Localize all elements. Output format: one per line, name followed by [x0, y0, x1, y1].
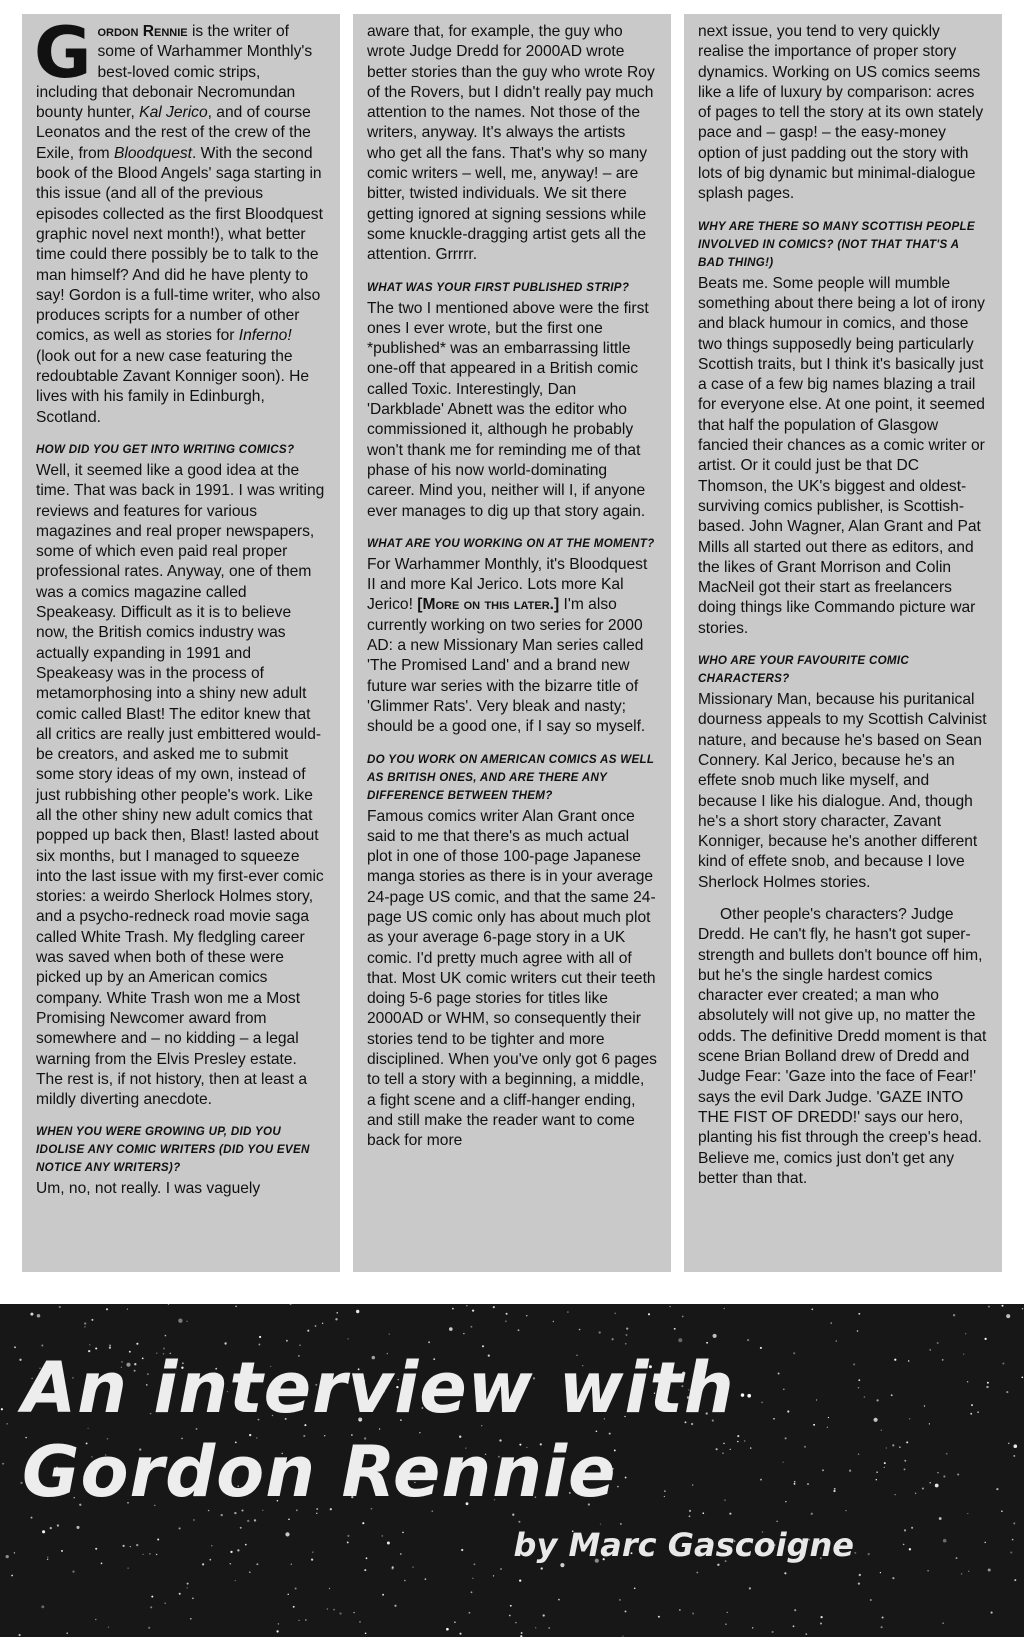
question-heading: HOW DID YOU GET INTO WRITING COMICS? — [36, 442, 295, 456]
intro-paragraph — [34, 14, 326, 428]
answer-paragraph: Um, no, not really. I was vaguely — [36, 1180, 261, 1198]
answer-paragraph: Missionary Man, because his puritanical dourness appeals to my Scottish Calvinist nature, and because he's based on Sean Connery. Kal Jerico, because he's an effete snob much like myself, and because I like his dialogue. And, though he's a short story character, Zavant Konniger, because he's another different kind of effete snob, and because I love Sherlock Holmes stories. — [698, 691, 987, 891]
question-heading: WHO ARE YOUR FAVOURITE COMIC CHARACTERS? — [698, 654, 910, 686]
title-line-2: Gordon Rennie — [22, 1431, 617, 1513]
answer-text: For Warhammer Monthly, it's Bloodquest II and more Kal Jerico. Lots more Kal Jerico! — [367, 555, 648, 614]
intro-text-2: , and of course Leonatos and the rest of the crew of the Exile, from — [36, 104, 311, 162]
answer-paragraph: aware that, for example, the guy who wrote Judge Dredd for 2000AD wrote better stories than the guy who wrote Roy of the Rovers, but I didn't really pay much attention to the names. Not those of the writers, anyway. It's always the artists who get all the fans. That's why so many comic writers – well, me, anyway! – are bitter, twisted individuals. We sit there getting ignored at signing sessions while some knuckle-dragging artist gets all the attention. Grrrrr. — [367, 23, 655, 264]
title-banner — [0, 1304, 1024, 1637]
byline: by Marc Gascoigne — [513, 1526, 854, 1564]
answer-text: I'm also currently working on two series for 2000 AD: a new Missionary Man series called 'The Promised Land' and a brand new future war series with the bizarre title of 'Glimmer Rats'. Very bleak and nasty; should be a good one, if I say so myself. — [367, 596, 646, 736]
drop-cap: G — [34, 14, 92, 94]
answer-paragraph: Famous comics writer Alan Grant once said to me that there's as much actual plot in one of those 100-page Japanese manga stories as there is in your average 24-page US comic, and that the same 24-page US comic only has about much plot as your average 6-page story in a UK comic. I'd pretty much agree with all of that. Most UK comic writers cut their teeth doing 5-6 page stories for titles like 2000AD or WHM, so consequently their stories tend to be tighter and more disciplined. When you've only got 6 pages to tell a story with a beginning, a middle, a fight scene and a cliff-hanger ending, and still make the reader want to come back for more — [367, 807, 657, 1150]
intro-kal-jerico: Kal Jerico — [139, 104, 208, 122]
answer-paragraph: Well, it seemed like a good idea at the time. That was back in 1991. I was writing reviews and features for various magazines and real proper newspapers, some of which even paid real proper professional rates. Anyway, one of them was a comics magazine called Speakeasy. Difficult as it is to believe now, the British comics industry was actually expanding in 1991 and Speakeasy was in the process of metamorphosing into a shiny new adult comic called Blast! The editor knew that all critics are really just embittered would-be creators, and asked me to submit some story ideas of my own, instead of just rubbishing other people's work. Like all the other shiny new adult comics that popped up back then, Blast! lasted about six months, but I managed to squeeze into the last issue with my first-ever comic stories: a weirdo Sherlock Holmes story, and a psycho-redneck road movie saga called White Trash. My fledgling career was saved when both of these were picked up by an American comics company. White Trash won me a Most Promising Newcomer award from somewhere and – no kidding – a legal warning from the Elvis Presley estate. The rest is, if not history, then at least a mildly diverting anecdote. — [36, 461, 325, 1109]
intro-text-1: is the writer of some of Warhammer Monthly's best-loved comic strips, including that debonair Necromundan bounty hunter, — [36, 23, 313, 122]
intro-bloodquest: Bloodquest — [113, 144, 193, 162]
column-1 — [22, 14, 340, 1272]
column-2 — [353, 14, 671, 1272]
answer-paragraph: The two I mentioned above were the first ones I ever wrote, but the first one *published* was an embarrassing little one-off that appeared in a British comic called Toxic. Interestingly, Dan 'Darkblade' Abnett was the editor who commissioned it, although he probably won't thank me for reminding me of that phase of his now world-dominating career. Mind you, neither will I, if anyone ever manages to dig up that story again. — [367, 299, 649, 520]
intro-text-3: . With the second book of the Blood Angels' saga starting in this issue (and all of the previous episodes collected as the first Bloodquest graphic novel next month!), what better time could there possibly be to talk to the man himself? And did he have plenty to say! Gordon is a full-time writer, who also produces scripts for a number of other comics, as well as stories for — [36, 144, 323, 345]
answer-aside: [More on this later.] — [417, 596, 560, 614]
answer-paragraph: Other people's characters? Judge Dredd. He can't fly, he hasn't got super-strength and bullets don't bounce off him, but he's the single hardest comics character ever created; a man who absolutely will not give up, no matter the odds. The definitive Dredd moment is that scene Brian Bolland drew of Dredd and Judge Fear: 'Gaze into the face of Fear!' says the evil Dark Judge. 'GAZE INTO THE FIST OF DREDD!' says our hero, planting his fist through the creep's head. Believe me, comics just don't get any better than that. — [698, 905, 987, 1187]
question-heading: WHAT WAS YOUR FIRST PUBLISHED STRIP? — [367, 280, 630, 294]
intro-lead: ordon Rennie — [97, 23, 188, 40]
answer-paragraph: next issue, you tend to very quickly realise the importance of proper story dynamics. Working on US comics seems like a life of luxury by comparison: acres of pages to tell the story at its own stately pace and – gasp! – the easy-money option of just padding out the story with lots of big dynamic but minimal-dialogue splash pages. — [698, 23, 984, 203]
question-heading: WHY ARE THERE SO MANY SCOTTISH PEOPLE INVOLVED IN COMICS? (NOT THAT THAT'S A BAD THING!) — [698, 219, 975, 269]
column-3 — [684, 14, 1002, 1272]
answer-paragraph — [367, 555, 657, 738]
question-heading: WHEN YOU WERE GROWING UP, DID YOU IDOLISE ANY COMIC WRITERS (DID YOU EVEN NOTICE ANY WRITERS)? — [36, 1125, 310, 1175]
intro-inferno: Inferno! — [238, 327, 292, 345]
title-line-1: An interview with — [22, 1347, 735, 1429]
answer-paragraph: Beats me. Some people will mumble something about there being a lot of irony and black humour in comics, and those two things supposedly being particularly Scottish traits, but I think it's basically just a case of a few big names blazing a trail for everyone else. At one point, it seemed that half the population of Glasgow fancied their chances as a comic writer or artist. Or it could just be that DC Thomson, the UK's biggest and oldest-surviving comics publisher, is Scottish-based. John Wagner, Alan Grant and Pat Mills all started out there as editors, and the likes of Grant Morrison and Colin MacNeil got their start as freelancers doing things like Commando picture war stories. — [698, 274, 985, 637]
question-heading: DO YOU WORK ON AMERICAN COMICS AS WELL AS BRITISH ONES, AND ARE THERE ANY DIFFERENCE BETWEEN THEM? — [367, 752, 655, 802]
question-heading: WHAT ARE YOU WORKING ON AT THE MOMENT? — [367, 536, 655, 550]
article-title — [22, 1346, 735, 1514]
intro-text-4: (look out for a new case featuring the redoubtable Zavant Konniger soon). He lives with his family in Edinburgh, Scotland. — [36, 347, 310, 426]
article-body — [22, 14, 1002, 1272]
